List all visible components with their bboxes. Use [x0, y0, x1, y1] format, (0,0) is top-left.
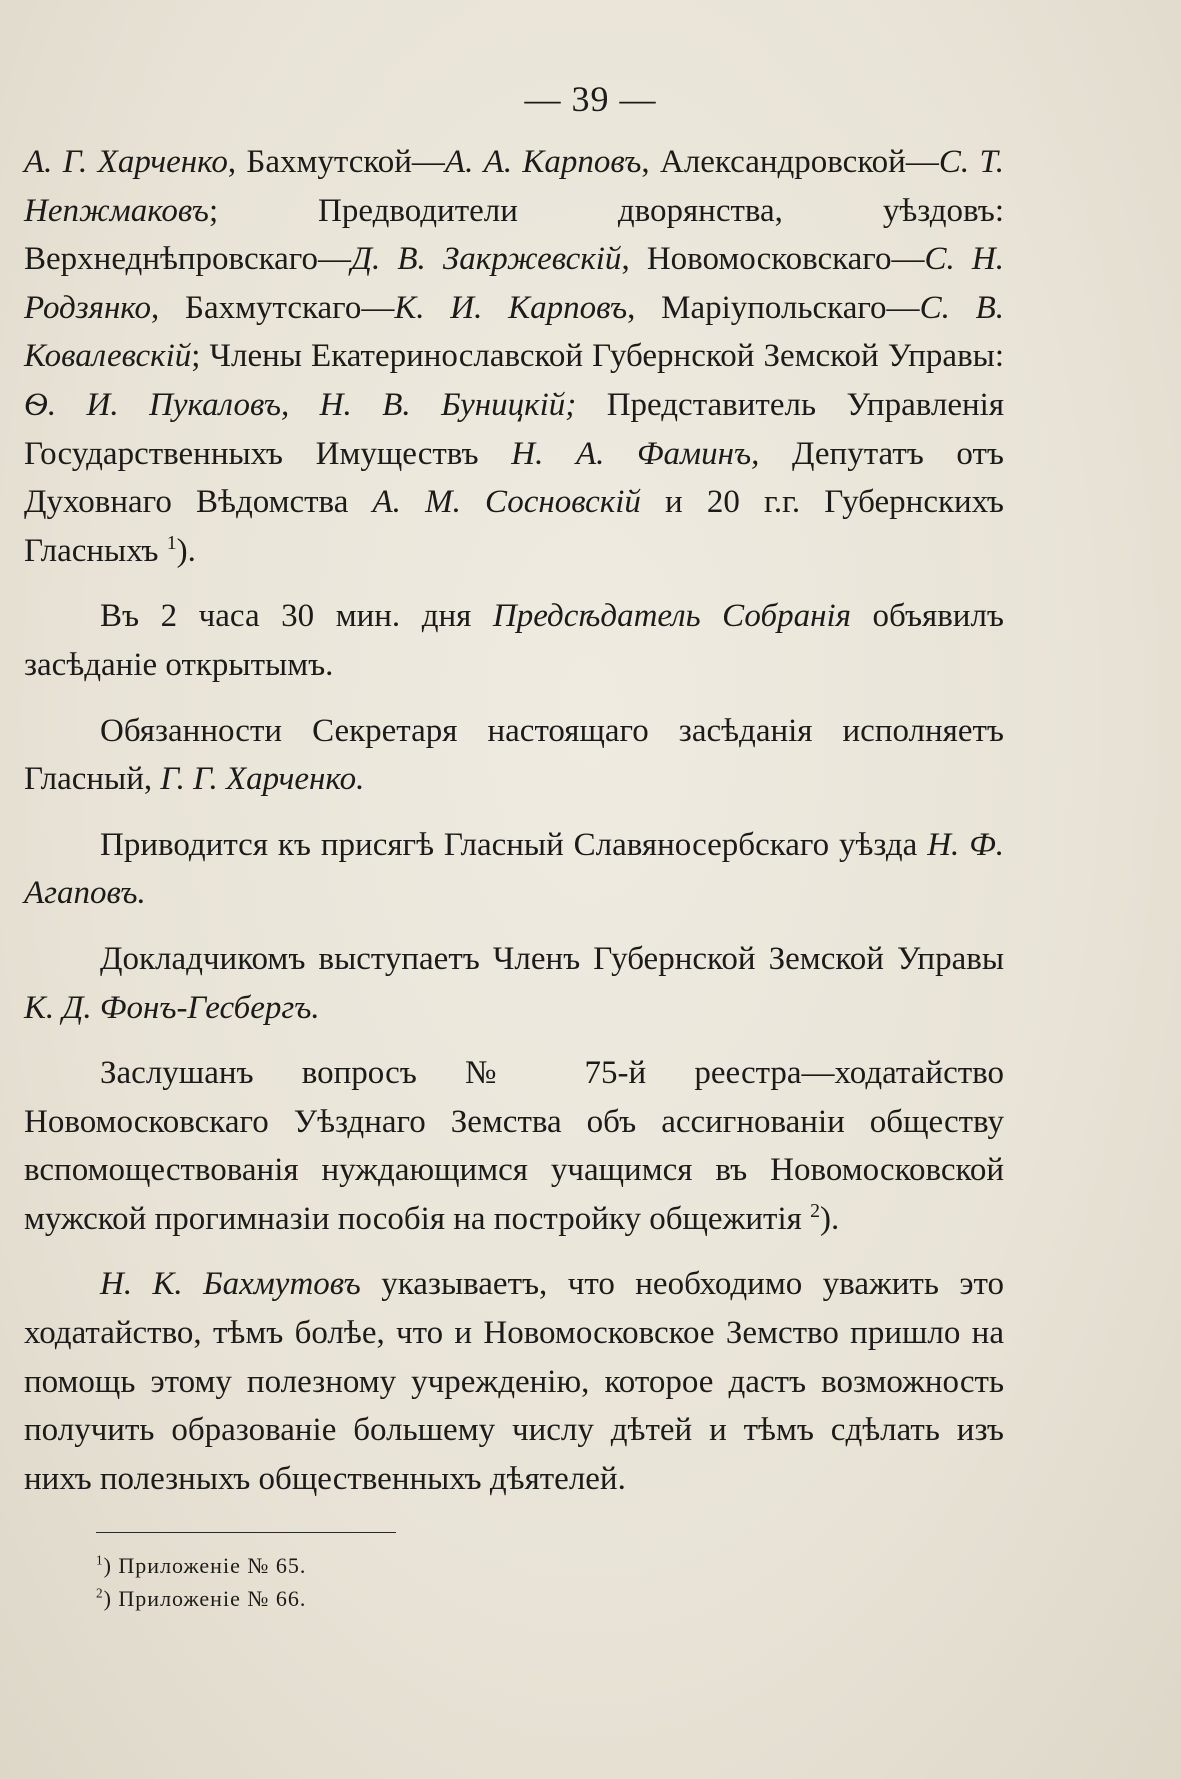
text-run: , Бахмутской— [227, 144, 445, 180]
footnote-1 [24, 1549, 1004, 1582]
text-run: объявилъ засѣданіе открытымъ. [24, 598, 1004, 683]
italic-name: Г. Г. Харченко. [160, 761, 365, 798]
italic-name: Д. В. Закржевскій [351, 241, 622, 278]
text-run: , Александровской— [641, 144, 939, 180]
text-run: Обязанности Секретаря настоящаго засѣданія исполняетъ Гласный, [24, 712, 1004, 798]
italic-name: Н. А. Фаминъ, [511, 435, 760, 472]
body-text [24, 138, 1004, 1503]
paragraph-speaker [24, 935, 1004, 1032]
italic-name: С. Н. Родзянко [24, 241, 1005, 326]
paragraph-opening [24, 592, 1004, 689]
text-run: Представитель Управленія Государственныхъ Имуществъ [24, 386, 1004, 472]
text-run: ; Члены Екатеринославской Губернской Земской Управы: [191, 338, 1004, 375]
text-run: Заслушанъ вопросъ № 75-й реестра—ходатайство Новомосковскаго Уѣзднаго Земства объ ассигнованіи обществу вспомоществованія нуждающимся учащимся въ Новомосковской мужской прогимназіи пособія на постройку общежитія [24, 1055, 1004, 1237]
text-run: ). [819, 1200, 840, 1237]
paragraph-question [24, 1049, 1004, 1243]
text-run: Депутатъ отъ Духовнаго Вѣдомства [24, 435, 1004, 521]
text-run: ; Предводители дворянства, уѣздовъ: Верхнеднѣпровскаго— [24, 192, 1004, 278]
italic-name: С. Т. Непжмаковъ [24, 144, 1004, 229]
text-run: , Бахмутскаго— [151, 289, 395, 326]
italic-name: Предсѣдатель Собранія [492, 598, 851, 635]
footnote-mark: 2 [96, 1585, 104, 1601]
footnote-text: ) Приложеніе № 65. [103, 1553, 307, 1578]
footnote-divider [96, 1532, 396, 1533]
italic-name: Ѳ. И. Пукаловъ, Н. В. Буницкій; [24, 386, 577, 423]
paragraph-oath [24, 821, 1004, 918]
footnotes [24, 1532, 1004, 1615]
footnote-ref: 1 [166, 531, 177, 554]
text-run: , Маріупольскаго— [627, 289, 920, 326]
text-run: и 20 г.г. Губернскихъ Гласныхъ [24, 484, 1004, 569]
italic-name: А. Г. Харченко [24, 144, 228, 180]
footnote-mark: 1 [96, 1552, 104, 1568]
italic-name: К. Д. Фонъ-Гесбергъ. [24, 989, 320, 1026]
italic-name: А. А. Карповъ [444, 144, 642, 180]
paragraph-bakhmutov [24, 1260, 1004, 1503]
footnote-text: ) Приложеніе № 66. [103, 1586, 307, 1611]
text-run: Приводится къ присягѣ Гласный Славяносербскаго уѣзда [100, 826, 928, 863]
italic-name: А. М. Сосновскій [372, 484, 641, 521]
page-number: — 39 — [524, 79, 657, 119]
text-run: , Новомосковскаго— [621, 241, 925, 278]
footnote-ref: 2 [810, 1199, 820, 1222]
italic-name: Н. К. Бахмутовъ [100, 1266, 361, 1303]
text-run: указываетъ, что необходимо уважить это ходатайство, тѣмъ болѣе, что и Новомосковское Земство пришло на помощь этому полезному учрежденію, которое дастъ возможность получить образованіе большему числу дѣтей и тѣмъ сдѣлать изъ нихъ полезныхъ общественныхъ дѣятелей. [24, 1266, 1004, 1497]
text-run: Въ 2 часа 30 мин. дня [100, 598, 493, 635]
footnote-2 [24, 1582, 1004, 1615]
italic-name: К. И. Карповъ [394, 289, 628, 326]
text-run: ). [176, 532, 196, 569]
italic-name: Н. Ф. Агаповъ. [24, 826, 1004, 912]
paragraph-attendees [24, 138, 1004, 575]
italic-name: С. В. Ковалевскій [24, 289, 1004, 375]
paragraph-secretary [24, 707, 1004, 804]
text-run: Докладчикомъ выступаетъ Членъ Губернской Земской Управы [100, 940, 1004, 977]
